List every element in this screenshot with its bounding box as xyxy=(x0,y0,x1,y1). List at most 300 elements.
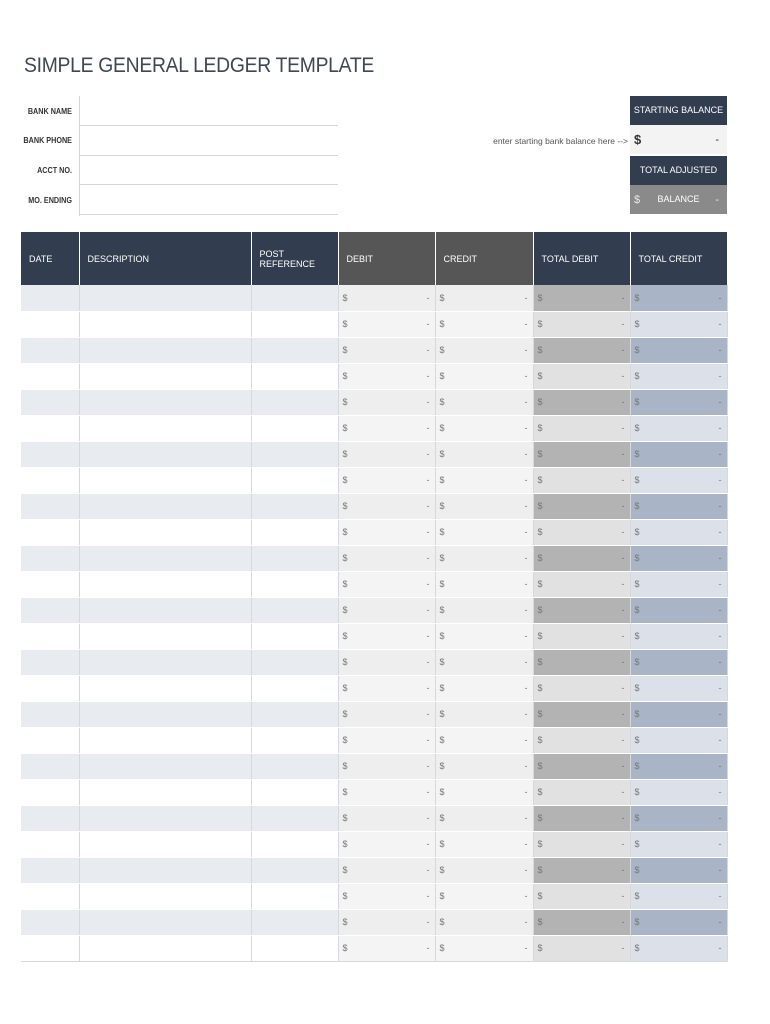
total-credit-cell xyxy=(630,519,727,545)
total-debit-cell xyxy=(533,727,630,753)
total-debit-value: - xyxy=(621,787,625,797)
total-debit-cell xyxy=(533,649,630,675)
total-debit-cell xyxy=(533,571,630,597)
ledger-table xyxy=(21,232,728,962)
currency-symbol: $ xyxy=(439,319,445,329)
debit-value: - xyxy=(426,709,430,719)
credit-cell[interactable] xyxy=(435,649,533,675)
credit-cell[interactable] xyxy=(435,493,533,519)
date-cell[interactable] xyxy=(21,831,79,857)
credit-value: - xyxy=(524,527,528,537)
description-cell[interactable] xyxy=(79,363,251,389)
debit-value: - xyxy=(426,891,430,901)
currency-symbol: $ xyxy=(342,527,348,537)
date-cell[interactable] xyxy=(21,285,79,311)
date-cell[interactable] xyxy=(21,675,79,701)
bank-phone-label: BANK PHONE xyxy=(23,135,72,145)
total-credit-cell xyxy=(630,805,727,831)
currency-symbol: $ xyxy=(439,761,445,771)
total-credit-cell xyxy=(630,597,727,623)
debit-value: - xyxy=(426,449,430,459)
total-debit-value: - xyxy=(621,371,625,381)
description-cell[interactable] xyxy=(79,753,251,779)
table-row xyxy=(21,805,727,831)
post-reference-cell[interactable] xyxy=(251,883,338,909)
total-debit-cell xyxy=(533,857,630,883)
currency-symbol: $ xyxy=(537,553,543,563)
total-credit-cell xyxy=(630,701,727,727)
post-reference-cell[interactable] xyxy=(251,337,338,363)
description-cell[interactable] xyxy=(79,571,251,597)
currency-symbol: $ xyxy=(634,709,640,719)
mo-ending-field[interactable] xyxy=(80,214,338,215)
description-cell[interactable] xyxy=(79,805,251,831)
post-reference-cell[interactable] xyxy=(251,415,338,441)
description-cell[interactable] xyxy=(79,857,251,883)
debit-cell[interactable] xyxy=(338,519,435,545)
currency-symbol: $ xyxy=(439,787,445,797)
currency-symbol: $ xyxy=(342,553,348,563)
credit-value: - xyxy=(524,787,528,797)
total-credit-value: - xyxy=(718,527,722,537)
currency-symbol: $ xyxy=(634,475,640,485)
currency-symbol: $ xyxy=(342,891,348,901)
post-reference-cell[interactable] xyxy=(251,285,338,311)
debit-value: - xyxy=(426,423,430,433)
credit-cell[interactable] xyxy=(435,441,533,467)
description-cell[interactable] xyxy=(79,519,251,545)
bank-name-field[interactable] xyxy=(80,125,338,126)
date-cell[interactable] xyxy=(21,883,79,909)
total-credit-value: - xyxy=(718,943,722,953)
credit-cell[interactable] xyxy=(435,545,533,571)
post-reference-cell[interactable] xyxy=(251,649,338,675)
currency-symbol: $ xyxy=(537,631,543,641)
description-cell[interactable] xyxy=(79,935,251,961)
description-cell[interactable] xyxy=(79,545,251,571)
bank-phone-field[interactable] xyxy=(80,155,338,156)
total-credit-cell xyxy=(630,311,727,337)
currency-symbol: $ xyxy=(439,631,445,641)
description-cell[interactable] xyxy=(79,831,251,857)
description-cell[interactable] xyxy=(79,883,251,909)
credit-cell[interactable] xyxy=(435,623,533,649)
credit-value: - xyxy=(524,423,528,433)
col-header-post-reference: POST REFERENCE xyxy=(251,232,338,285)
col-header-total-credit: TOTAL CREDIT xyxy=(630,232,727,285)
total-credit-cell xyxy=(630,441,727,467)
debit-cell[interactable] xyxy=(338,649,435,675)
credit-cell[interactable] xyxy=(435,935,533,961)
credit-cell[interactable] xyxy=(435,701,533,727)
debit-cell[interactable] xyxy=(338,883,435,909)
post-reference-cell[interactable] xyxy=(251,311,338,337)
description-cell[interactable] xyxy=(79,909,251,935)
date-cell[interactable] xyxy=(21,597,79,623)
description-cell[interactable] xyxy=(79,727,251,753)
table-row xyxy=(21,909,727,935)
debit-cell[interactable] xyxy=(338,545,435,571)
total-debit-cell xyxy=(533,883,630,909)
debit-cell[interactable] xyxy=(338,753,435,779)
credit-value: - xyxy=(524,917,528,927)
credit-cell[interactable] xyxy=(435,675,533,701)
currency-symbol: $ xyxy=(634,839,640,849)
currency-symbol: $ xyxy=(342,813,348,823)
debit-cell[interactable] xyxy=(338,909,435,935)
total-credit-value: - xyxy=(718,449,722,459)
starting-balance-label: STARTING BALANCE xyxy=(630,96,727,125)
currency-symbol: $ xyxy=(342,761,348,771)
date-cell[interactable] xyxy=(21,701,79,727)
date-cell[interactable] xyxy=(21,935,79,961)
table-row xyxy=(21,441,727,467)
total-debit-value: - xyxy=(621,449,625,459)
credit-cell[interactable] xyxy=(435,805,533,831)
total-credit-cell xyxy=(630,571,727,597)
date-cell[interactable] xyxy=(21,909,79,935)
post-reference-cell[interactable] xyxy=(251,545,338,571)
total-debit-value: - xyxy=(621,657,625,667)
currency-symbol: $ xyxy=(342,631,348,641)
credit-value: - xyxy=(524,813,528,823)
total-debit-cell xyxy=(533,415,630,441)
col-header-total-debit: TOTAL DEBIT xyxy=(533,232,630,285)
total-credit-cell xyxy=(630,727,727,753)
post-reference-cell[interactable] xyxy=(251,727,338,753)
total-credit-value: - xyxy=(718,605,722,615)
credit-cell[interactable] xyxy=(435,519,533,545)
total-credit-cell xyxy=(630,337,727,363)
currency-symbol: $ xyxy=(634,193,641,206)
total-debit-cell xyxy=(533,597,630,623)
credit-value: - xyxy=(524,292,528,303)
total-debit-cell xyxy=(533,285,630,311)
table-row xyxy=(21,311,727,337)
date-cell[interactable] xyxy=(21,857,79,883)
total-debit-cell xyxy=(533,311,630,337)
date-cell[interactable] xyxy=(21,467,79,493)
total-credit-cell xyxy=(630,883,727,909)
credit-cell[interactable] xyxy=(435,337,533,363)
currency-symbol: $ xyxy=(342,683,348,693)
total-debit-value: - xyxy=(621,397,625,407)
currency-symbol: $ xyxy=(537,683,543,693)
total-credit-value: - xyxy=(718,345,722,355)
currency-symbol: $ xyxy=(537,787,543,797)
date-cell[interactable] xyxy=(21,571,79,597)
debit-cell[interactable] xyxy=(338,831,435,857)
debit-value: - xyxy=(426,527,430,537)
currency-symbol: $ xyxy=(439,735,445,745)
credit-cell[interactable] xyxy=(435,415,533,441)
credit-value: - xyxy=(524,501,528,511)
credit-cell[interactable] xyxy=(435,831,533,857)
post-reference-cell[interactable] xyxy=(251,857,338,883)
total-debit-cell xyxy=(533,519,630,545)
mo-ending-label: MO. ENDING xyxy=(28,195,72,205)
total-debit-value: - xyxy=(621,475,625,485)
page-title: SIMPLE GENERAL LEDGER TEMPLATE xyxy=(24,54,374,77)
total-debit-cell xyxy=(533,753,630,779)
post-reference-cell[interactable] xyxy=(251,909,338,935)
currency-symbol: $ xyxy=(439,371,445,381)
total-credit-cell xyxy=(630,389,727,415)
post-reference-cell[interactable] xyxy=(251,441,338,467)
credit-value: - xyxy=(524,761,528,771)
starting-balance-input[interactable] xyxy=(630,125,727,154)
date-cell[interactable] xyxy=(21,441,79,467)
debit-value: - xyxy=(426,319,430,329)
currency-symbol: $ xyxy=(439,579,445,589)
acct-no-field[interactable] xyxy=(80,184,338,185)
total-credit-cell xyxy=(630,779,727,805)
post-reference-cell[interactable] xyxy=(251,701,338,727)
total-debit-value: - xyxy=(621,813,625,823)
post-reference-cell[interactable] xyxy=(251,363,338,389)
total-debit-cell xyxy=(533,623,630,649)
credit-cell[interactable] xyxy=(435,571,533,597)
post-reference-cell[interactable] xyxy=(251,805,338,831)
currency-symbol: $ xyxy=(342,319,348,329)
date-cell[interactable] xyxy=(21,493,79,519)
description-cell[interactable] xyxy=(79,779,251,805)
debit-cell[interactable] xyxy=(338,363,435,389)
date-cell[interactable] xyxy=(21,337,79,363)
table-row xyxy=(21,753,727,779)
credit-cell[interactable] xyxy=(435,909,533,935)
starting-balance-hint: enter starting bank balance here --> xyxy=(493,136,628,146)
post-reference-cell[interactable] xyxy=(251,389,338,415)
credit-cell[interactable] xyxy=(435,753,533,779)
table-row xyxy=(21,389,727,415)
currency-symbol: $ xyxy=(537,579,543,589)
table-row xyxy=(21,493,727,519)
debit-value: - xyxy=(426,501,430,511)
total-debit-value: - xyxy=(621,605,625,615)
ledger-header-row xyxy=(21,232,727,285)
description-cell[interactable] xyxy=(79,389,251,415)
description-cell[interactable] xyxy=(79,285,251,311)
date-cell[interactable] xyxy=(21,363,79,389)
description-cell[interactable] xyxy=(79,701,251,727)
credit-cell[interactable] xyxy=(435,311,533,337)
total-credit-value: - xyxy=(718,657,722,667)
date-cell[interactable] xyxy=(21,805,79,831)
currency-symbol: $ xyxy=(634,345,640,355)
total-debit-value: - xyxy=(621,891,625,901)
credit-value: - xyxy=(524,605,528,615)
date-cell[interactable] xyxy=(21,753,79,779)
debit-cell[interactable] xyxy=(338,441,435,467)
credit-value: - xyxy=(524,709,528,719)
date-cell[interactable] xyxy=(21,649,79,675)
post-reference-cell[interactable] xyxy=(251,753,338,779)
total-debit-value: - xyxy=(621,579,625,589)
credit-value: - xyxy=(524,839,528,849)
date-cell[interactable] xyxy=(21,415,79,441)
post-reference-cell[interactable] xyxy=(251,935,338,961)
currency-symbol: $ xyxy=(439,527,445,537)
credit-cell[interactable] xyxy=(435,389,533,415)
post-reference-cell[interactable] xyxy=(251,467,338,493)
date-cell[interactable] xyxy=(21,389,79,415)
currency-symbol: $ xyxy=(342,423,348,433)
debit-cell[interactable] xyxy=(338,493,435,519)
currency-symbol: $ xyxy=(537,943,543,953)
credit-cell[interactable] xyxy=(435,727,533,753)
currency-symbol: $ xyxy=(634,292,640,303)
post-reference-cell[interactable] xyxy=(251,519,338,545)
debit-cell[interactable] xyxy=(338,389,435,415)
acct-no-label: ACCT NO. xyxy=(37,165,72,175)
credit-cell[interactable] xyxy=(435,597,533,623)
debit-value: - xyxy=(426,787,430,797)
total-debit-cell xyxy=(533,909,630,935)
currency-symbol: $ xyxy=(439,891,445,901)
date-cell[interactable] xyxy=(21,545,79,571)
currency-symbol: $ xyxy=(537,527,543,537)
currency-symbol: $ xyxy=(342,475,348,485)
credit-value: - xyxy=(524,397,528,407)
description-cell[interactable] xyxy=(79,337,251,363)
credit-cell[interactable] xyxy=(435,285,533,311)
debit-cell[interactable] xyxy=(338,337,435,363)
description-cell[interactable] xyxy=(79,441,251,467)
description-cell[interactable] xyxy=(79,597,251,623)
description-cell[interactable] xyxy=(79,467,251,493)
starting-balance-value: - xyxy=(715,133,719,146)
total-credit-value: - xyxy=(718,761,722,771)
currency-symbol: $ xyxy=(634,527,640,537)
credit-cell[interactable] xyxy=(435,779,533,805)
currency-symbol: $ xyxy=(439,709,445,719)
currency-symbol: $ xyxy=(537,735,543,745)
total-debit-cell xyxy=(533,389,630,415)
total-debit-value: - xyxy=(621,292,625,303)
total-debit-cell xyxy=(533,701,630,727)
description-cell[interactable] xyxy=(79,311,251,337)
debit-cell[interactable] xyxy=(338,779,435,805)
debit-value: - xyxy=(426,605,430,615)
total-credit-cell xyxy=(630,935,727,961)
currency-symbol: $ xyxy=(537,449,543,459)
currency-symbol: $ xyxy=(342,449,348,459)
description-cell[interactable] xyxy=(79,623,251,649)
post-reference-cell[interactable] xyxy=(251,623,338,649)
credit-cell[interactable] xyxy=(435,467,533,493)
total-credit-value: - xyxy=(718,917,722,927)
col-header-credit: CREDIT xyxy=(435,232,533,285)
credit-value: - xyxy=(524,683,528,693)
description-cell[interactable] xyxy=(79,675,251,701)
currency-symbol: $ xyxy=(537,917,543,927)
credit-value: - xyxy=(524,345,528,355)
total-debit-value: - xyxy=(621,917,625,927)
debit-cell[interactable] xyxy=(338,805,435,831)
adjusted-balance-box xyxy=(630,156,727,214)
total-debit-cell xyxy=(533,467,630,493)
description-cell[interactable] xyxy=(79,415,251,441)
credit-cell[interactable] xyxy=(435,883,533,909)
table-row xyxy=(21,571,727,597)
currency-symbol: $ xyxy=(439,501,445,511)
debit-cell[interactable] xyxy=(338,467,435,493)
adjusted-balance-label: TOTAL ADJUSTED BALANCE xyxy=(630,156,727,185)
debit-cell[interactable] xyxy=(338,597,435,623)
post-reference-cell[interactable] xyxy=(251,675,338,701)
debit-cell[interactable] xyxy=(338,285,435,311)
debit-value: - xyxy=(426,631,430,641)
post-reference-cell[interactable] xyxy=(251,493,338,519)
total-credit-value: - xyxy=(718,371,722,381)
debit-value: - xyxy=(426,761,430,771)
date-cell[interactable] xyxy=(21,519,79,545)
total-debit-cell xyxy=(533,805,630,831)
currency-symbol: $ xyxy=(439,449,445,459)
table-row xyxy=(21,831,727,857)
debit-cell[interactable] xyxy=(338,623,435,649)
credit-value: - xyxy=(524,891,528,901)
date-cell[interactable] xyxy=(21,311,79,337)
post-reference-cell[interactable] xyxy=(251,831,338,857)
total-debit-cell xyxy=(533,363,630,389)
total-debit-cell xyxy=(533,779,630,805)
currency-symbol: $ xyxy=(634,423,640,433)
currency-symbol: $ xyxy=(439,917,445,927)
table-row xyxy=(21,519,727,545)
total-debit-value: - xyxy=(621,943,625,953)
description-cell[interactable] xyxy=(79,493,251,519)
table-row xyxy=(21,935,727,961)
debit-value: - xyxy=(426,553,430,563)
debit-value: - xyxy=(426,345,430,355)
col-header-debit: DEBIT xyxy=(338,232,435,285)
currency-symbol: $ xyxy=(634,631,640,641)
table-row xyxy=(21,857,727,883)
description-cell[interactable] xyxy=(79,649,251,675)
debit-cell[interactable] xyxy=(338,701,435,727)
total-debit-cell xyxy=(533,935,630,961)
post-reference-cell[interactable] xyxy=(251,779,338,805)
total-debit-cell xyxy=(533,337,630,363)
credit-value: - xyxy=(524,579,528,589)
credit-cell[interactable] xyxy=(435,857,533,883)
debit-cell[interactable] xyxy=(338,857,435,883)
total-debit-value: - xyxy=(621,865,625,875)
debit-cell[interactable] xyxy=(338,415,435,441)
total-debit-value: - xyxy=(621,319,625,329)
debit-cell[interactable] xyxy=(338,571,435,597)
debit-value: - xyxy=(426,292,430,303)
total-debit-cell xyxy=(533,675,630,701)
post-reference-cell[interactable] xyxy=(251,597,338,623)
debit-value: - xyxy=(426,839,430,849)
post-reference-cell[interactable] xyxy=(251,571,338,597)
debit-cell[interactable] xyxy=(338,935,435,961)
date-cell[interactable] xyxy=(21,779,79,805)
table-row xyxy=(21,623,727,649)
debit-value: - xyxy=(426,865,430,875)
debit-cell[interactable] xyxy=(338,311,435,337)
adjusted-balance-value: - xyxy=(715,193,719,206)
date-cell[interactable] xyxy=(21,623,79,649)
credit-cell[interactable] xyxy=(435,363,533,389)
debit-cell[interactable] xyxy=(338,727,435,753)
total-credit-value: - xyxy=(718,865,722,875)
date-cell[interactable] xyxy=(21,727,79,753)
debit-cell[interactable] xyxy=(338,675,435,701)
